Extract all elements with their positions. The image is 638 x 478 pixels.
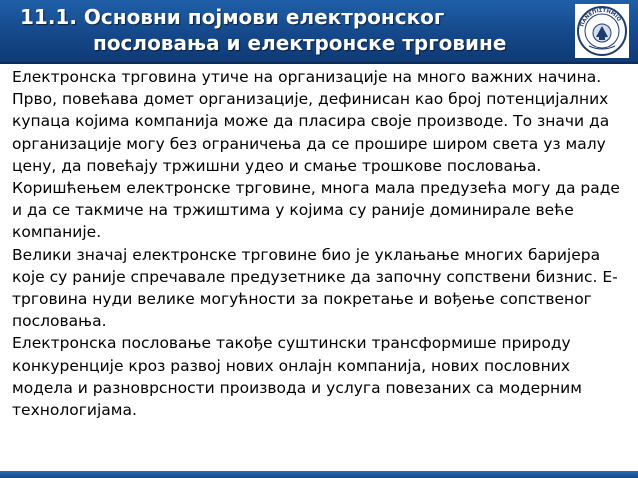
slide-title-line-1: 11.1. Основни појмови електронског [20,5,445,29]
title-bar-divider [0,62,638,64]
seal-lettering: ΠΑΝΕΠΙΣΤΗΜΙΟ [579,7,622,28]
slide-body [12,66,632,421]
footer-bar [0,471,638,478]
slide-title-line-2: пословања и електронске трговине [93,31,507,55]
paragraph-1: Електронска трговина утиче на организације на много важних начина. [12,68,602,86]
university-seal-icon [575,4,629,58]
slide-title [20,4,560,56]
paragraph-3: Велики значај електронске трговине био је уклањање многих баријера које су раније спречавале предузетнике да започну сопствени бизнис. Е-трговина нуди велике могућности за покретање и вођење сопственог пословања. [12,245,618,331]
paragraph-4: Електронска пословање такође суштински трансформише природу конкуренције кроз развој нових онлајн компанија, нових пословних модела и разноврсности производа и услуга повезаних са модерним технологијама. [12,334,582,420]
paragraph-2: Прво, повећава домет организације, дефинисан као број потенцијалних купаца којима компанија може да пласира своје производе. То значи да организације могу без ограничења да се прошире широм света уз малу цену, да повећају тржишни удео и смање трошкове пословања. Коришћењем електронске трговине, многа мала предузећа могу да раде и да се такмиче на тржиштима у којима су раније доминирале веће компаније. [12,90,620,242]
